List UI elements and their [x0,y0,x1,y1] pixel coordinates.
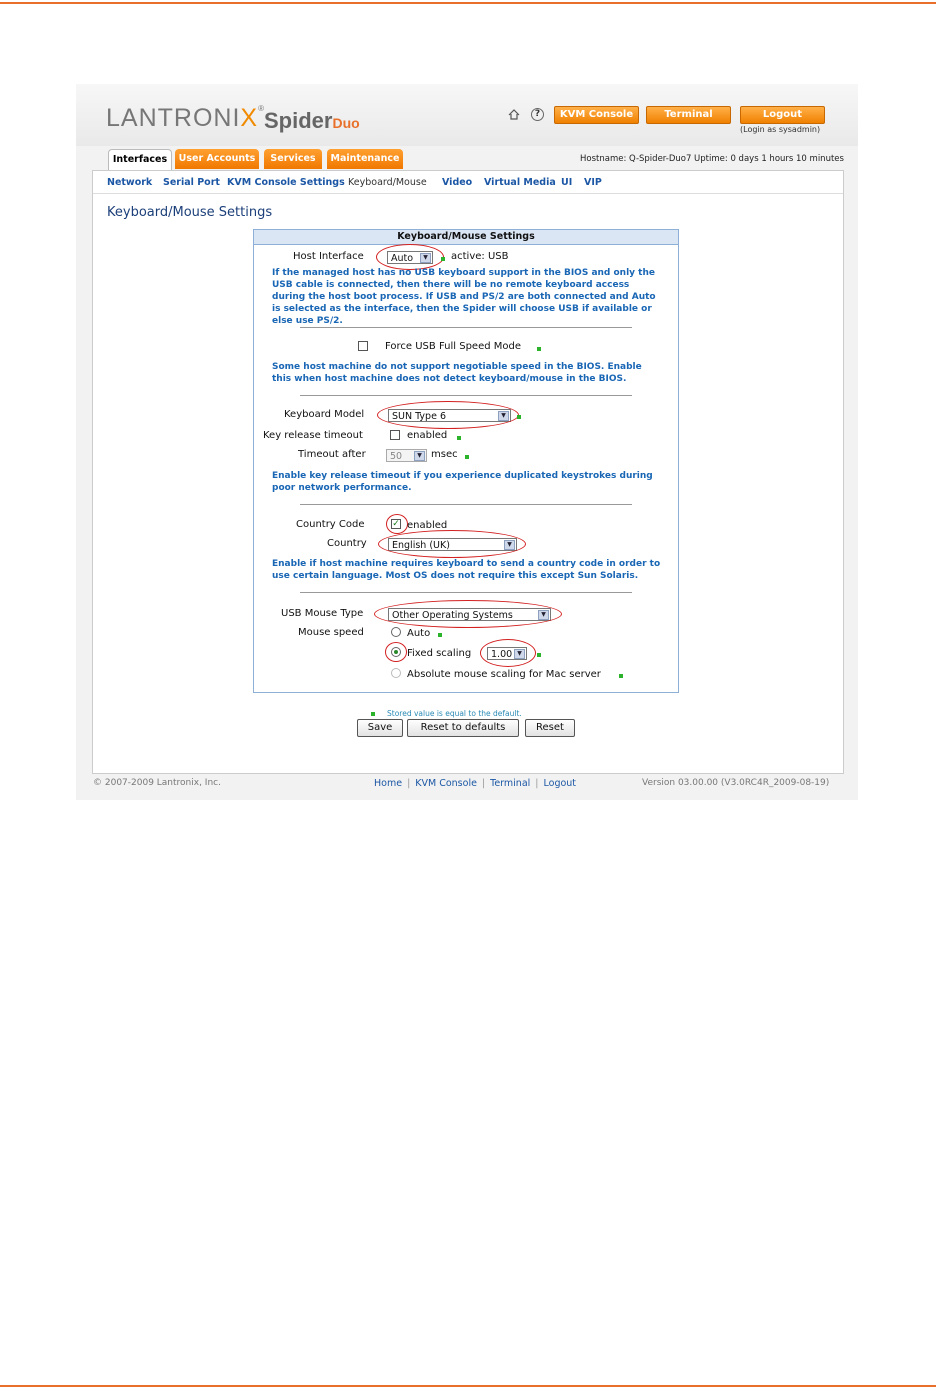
default-indicator [517,415,521,419]
save-button[interactable]: Save [357,719,403,737]
default-indicator [465,455,469,459]
timeout-select[interactable] [386,449,427,462]
footer-home-link[interactable]: Home [374,778,403,789]
settings-panel [253,229,679,693]
mouse-absolute-radio[interactable] [391,668,401,678]
chevron-down-icon: ▼ [504,540,515,550]
default-indicator [438,633,442,637]
country-code-enabled-label: enabled [407,520,448,531]
footer-separator: | [407,778,411,789]
browser-screenshot [76,84,858,800]
country-code-label: Country Code [296,519,365,530]
subnav-network[interactable]: Network [107,177,153,188]
mouse-auto-label: Auto [407,628,431,639]
login-as-text: (Login as sysadmin) [740,125,821,134]
annotation-circle [386,514,408,534]
default-indicator [619,674,623,678]
key-release-checkbox[interactable] [390,430,400,440]
tab-services[interactable]: Services [264,149,322,169]
footer-separator: | [481,778,486,789]
copyright: © 2007-2009 Lantronix, Inc. [93,778,221,788]
default-indicator [537,653,541,657]
host-interface-value: Auto [391,253,414,264]
footer-logout-link[interactable]: Logout [543,778,577,789]
divider [300,592,632,593]
subnav-video[interactable]: Video [442,177,473,188]
mouse-scaling-value: 1.00 [491,649,513,660]
lantronix-logo [106,104,265,133]
default-legend: Stored value is equal to the default. [387,709,522,718]
chevron-down-icon: ▼ [420,253,431,263]
subnav-kvm-console-settings[interactable]: KVM Console Settings [227,177,345,188]
footer [76,774,858,794]
subnav [93,171,843,194]
divider [300,395,632,396]
panel-title: Keyboard/Mouse Settings [254,230,678,245]
subnav-keyboard-mouse[interactable]: Keyboard/Mouse [348,177,427,188]
logo-spider: Spider [264,108,333,133]
legend-green-square [371,712,375,716]
country-value: English (UK) [392,540,450,551]
subnav-virtual-media[interactable]: Virtual Media [484,177,556,188]
footer-separator: | [535,778,539,789]
spider-duo-logo [264,108,360,134]
subnav-vip[interactable]: VIP [584,177,602,188]
annotation-circle [377,401,519,429]
logo-duo: Duo [332,115,360,131]
annotation-circle [385,642,407,662]
force-usb-help: Some host machine do not support negotiable speed in the BIOS. Enable this when host machine does not detect keyboard/mouse in the BIOS. [272,362,642,384]
chevron-down-icon: ▼ [414,451,425,461]
mouse-speed-label: Mouse speed [298,627,364,638]
tab-maintenance[interactable]: Maintenance [327,149,403,169]
mouse-fixed-label: Fixed scaling [407,648,472,659]
page-bottom-rule [0,1385,936,1387]
timeout-after-label: Timeout after [298,449,366,460]
subnav-ui[interactable]: UI [561,177,573,188]
timeout-value: 50 [390,451,403,462]
logo-text: LANTRONI [106,104,241,132]
host-interface-help: If the managed host has no USB keyboard support in the BIOS and only the USB cable is connected, then there will be no remote keyboard access during the host boot process. If USB and PS/2 are both connected and Auto is selected as the interface, then the Spider will choose USB if available or else use PS/2. [272,268,656,326]
reset-to-defaults-button[interactable]: Reset to defaults [407,719,519,737]
logo-x: X [240,104,259,132]
default-indicator [457,436,461,440]
footer-terminal-link[interactable]: Terminal [490,778,531,789]
host-interface-active: active: USB [451,251,509,262]
tab-user-accounts[interactable]: User Accounts [175,149,259,169]
chevron-down-icon: ▼ [538,610,549,620]
keyboard-model-value: SUN Type 6 [392,411,446,422]
version-info: Version 03.00.00 (V3.0RC4R_2009-08-19) [642,778,830,788]
footer-kvm-console-link[interactable]: KVM Console [415,778,477,789]
country-help: Enable if host machine requires keyboard to send a country code in order to use certain language. Most OS does not require this except Sun Solaris. [272,559,661,581]
annotation-circle [480,639,536,667]
page-title: Keyboard/Mouse Settings [107,205,273,220]
kvm-console-button[interactable]: KVM Console [554,106,639,124]
usb-mouse-type-value: Other Operating Systems [392,610,513,621]
timeout-unit: msec [431,449,458,460]
app-header [76,84,858,146]
default-indicator [441,257,445,261]
tab-interfaces[interactable]: Interfaces [108,149,172,171]
keyboard-model-label: Keyboard Model [284,409,365,420]
footer-links [374,778,576,789]
chevron-down-icon: ▼ [514,649,525,659]
chevron-down-icon: ▼ [498,411,509,421]
annotation-circle [378,530,526,558]
mouse-absolute-label: Absolute mouse scaling for Mac server [407,669,601,680]
default-indicator [537,347,541,351]
hostname-uptime: Hostname: Q-Spider-Duo7 Uptime: 0 days 1 hours 10 minutes [580,154,844,164]
page-top-rule [0,2,936,4]
key-release-enabled-label: enabled [407,430,448,441]
divider [300,504,632,505]
help-icon[interactable]: ? [531,108,544,121]
usb-mouse-type-label: USB Mouse Type [281,608,364,619]
subnav-serial-port[interactable]: Serial Port [163,177,220,188]
main-content [92,170,844,774]
reset-button[interactable]: Reset [525,719,575,737]
country-code-checkbox[interactable]: ✓ [392,519,400,529]
divider [300,327,632,328]
force-usb-checkbox[interactable] [358,341,368,351]
mouse-auto-radio[interactable] [391,627,401,637]
terminal-button[interactable]: Terminal [646,106,731,124]
annotation-circle [374,600,562,628]
host-interface-label: Host Interface [293,251,364,262]
key-release-help: Enable key release timeout if you experience duplicated keystrokes during poor network performance. [272,471,653,493]
force-usb-label: Force USB Full Speed Mode [385,341,521,352]
country-label: Country [327,538,367,549]
key-release-label: Key release timeout [263,430,363,441]
logout-button[interactable]: Logout [740,106,825,124]
home-icon[interactable] [508,109,520,120]
logo-reg: ® [258,104,265,113]
